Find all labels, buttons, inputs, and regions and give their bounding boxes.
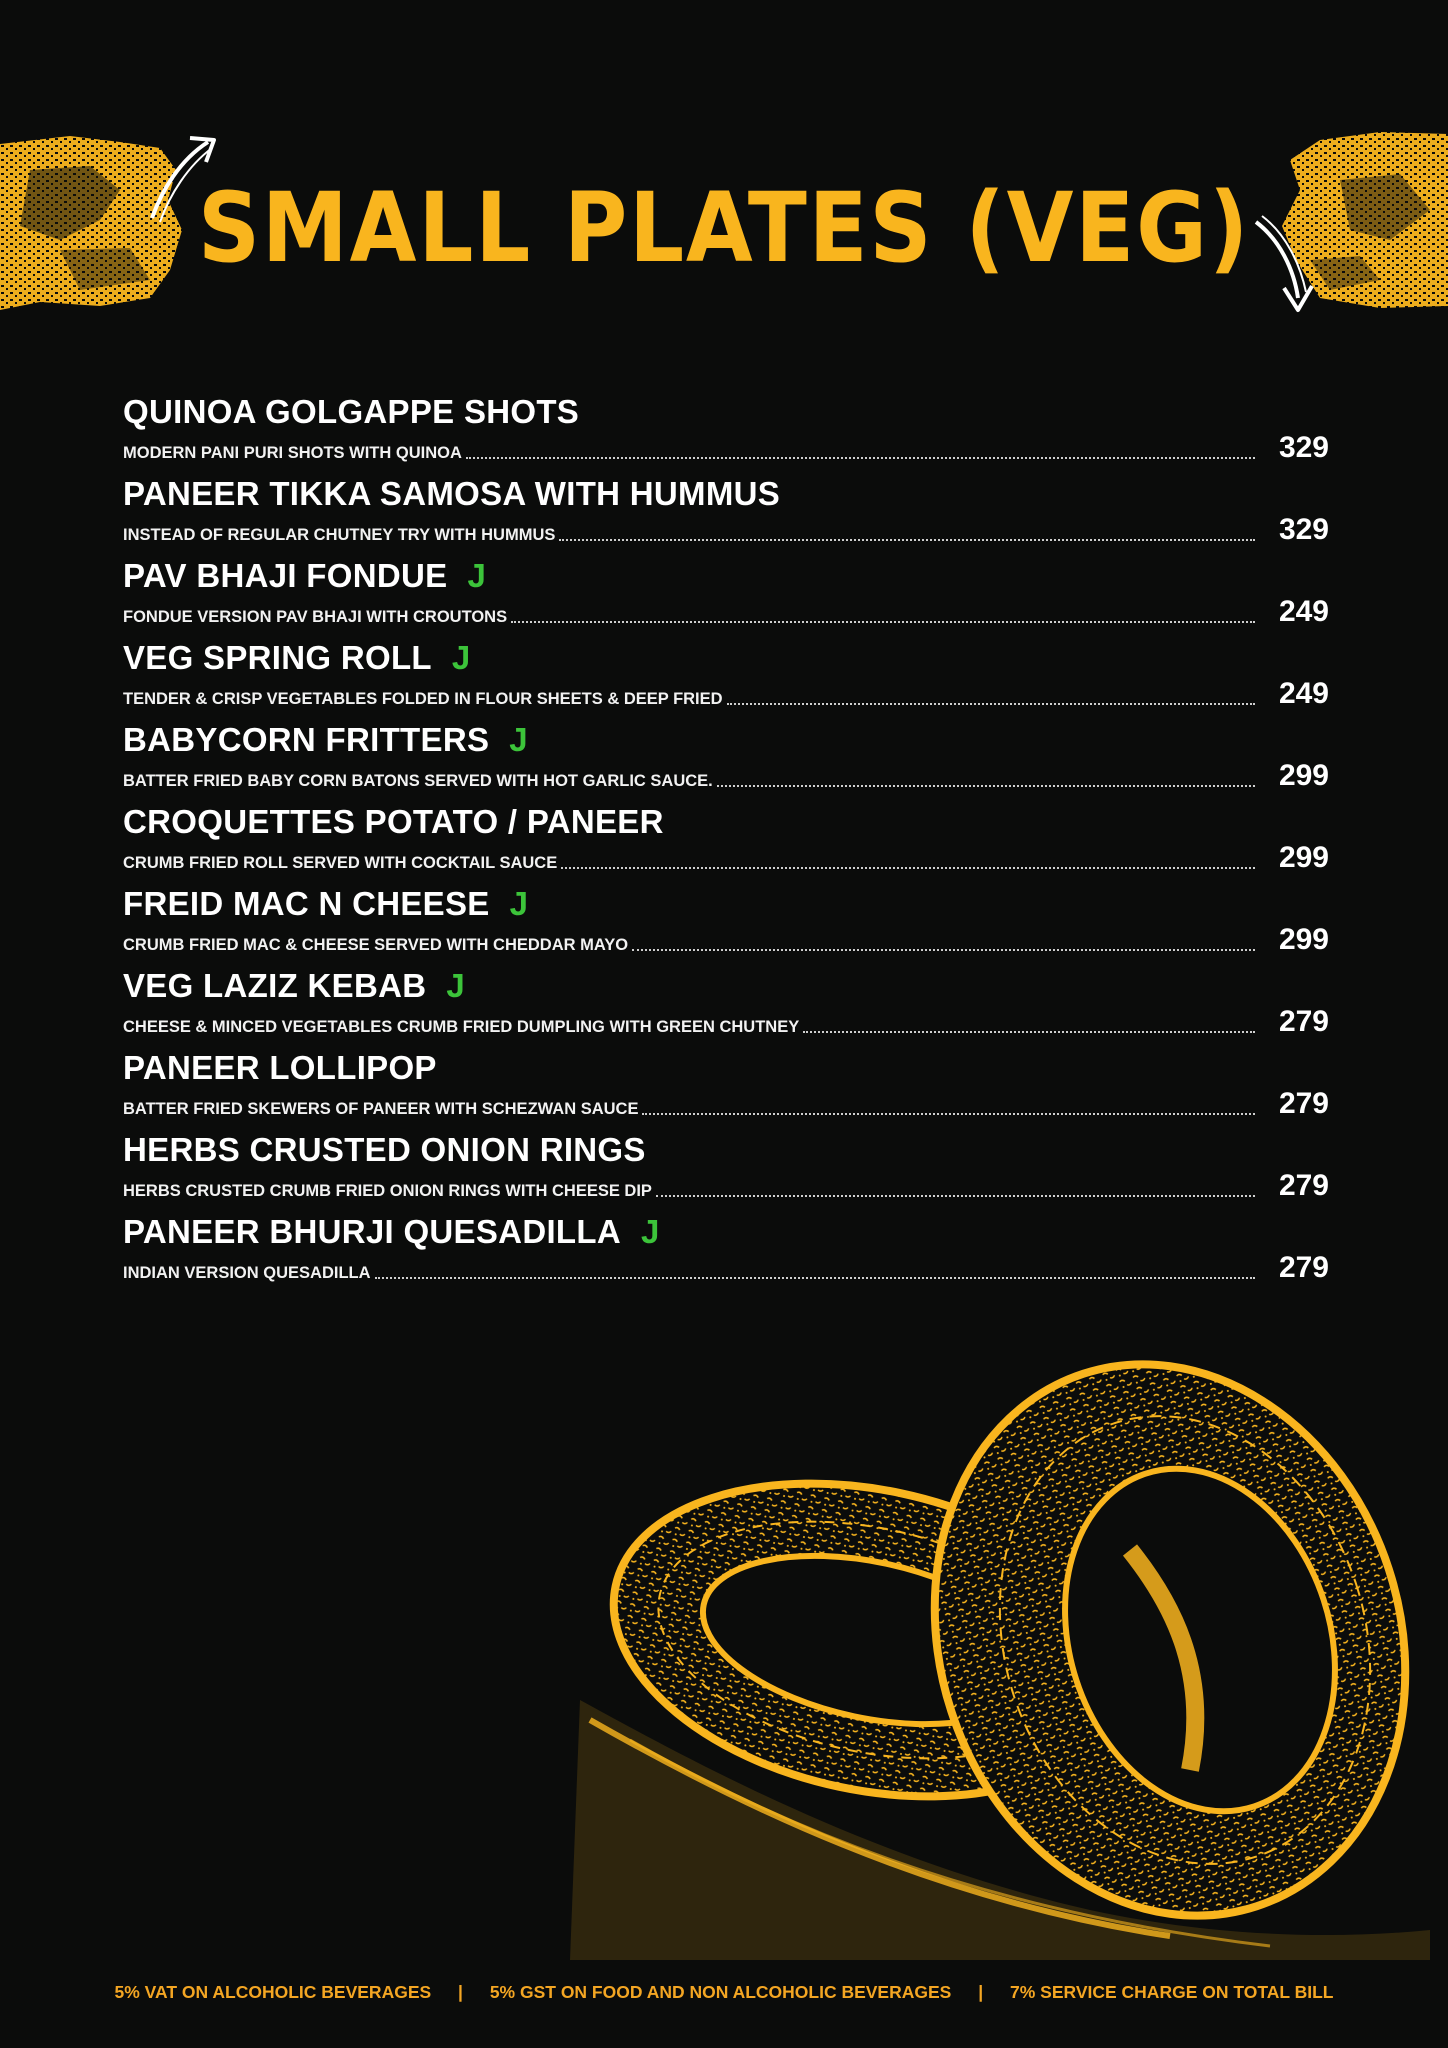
page-title: SMALL PLATES (VEG) bbox=[197, 172, 1251, 284]
item-price: 329 bbox=[1278, 431, 1329, 464]
menu-item bbox=[123, 1213, 1329, 1295]
item-name: PAV BHAJI FONDUE bbox=[123, 557, 448, 594]
menu-item bbox=[123, 475, 1329, 557]
jain-marker: J bbox=[509, 885, 529, 922]
item-description: FONDUE VERSION PAV BHAJI WITH CROUTONS bbox=[123, 608, 508, 626]
item-name: PANEER TIKKA SAMOSA WITH HUMMUS bbox=[123, 475, 781, 512]
menu-item bbox=[123, 639, 1329, 721]
dot-leader bbox=[803, 1030, 1255, 1033]
menu-item bbox=[123, 1049, 1329, 1131]
item-description: HERBS CRUSTED CRUMB FRIED ONION RINGS WITH CHEESE DIP bbox=[123, 1182, 652, 1200]
menu-item bbox=[123, 967, 1329, 1049]
jain-marker: J bbox=[640, 1213, 660, 1250]
item-name: VEG SPRING ROLL bbox=[123, 639, 432, 676]
item-description: BATTER FRIED SKEWERS OF PANEER WITH SCHEZWAN SAUCE bbox=[123, 1100, 639, 1118]
item-price: 249 bbox=[1278, 677, 1329, 710]
vat-note: 5% VAT ON ALCOHOLIC BEVERAGES bbox=[114, 1982, 432, 2002]
item-description: CRUMB FRIED MAC & CHEESE SERVED WITH CHEDDAR MAYO bbox=[123, 936, 629, 954]
item-price: 279 bbox=[1278, 1251, 1329, 1284]
item-description: CHEESE & MINCED VEGETABLES CRUMB FRIED DUMPLING WITH GREEN CHUTNEY bbox=[123, 1018, 800, 1036]
item-description: TENDER & CRISP VEGETABLES FOLDED IN FLOUR SHEETS & DEEP FRIED bbox=[123, 690, 723, 708]
item-description: MODERN PANI PURI SHOTS WITH QUINOA bbox=[123, 444, 462, 462]
item-name: FREID MAC N CHEESE bbox=[123, 885, 490, 922]
dot-leader bbox=[717, 784, 1255, 787]
item-price: 299 bbox=[1278, 923, 1329, 956]
item-name: HERBS CRUSTED ONION RINGS bbox=[123, 1131, 646, 1168]
item-price: 279 bbox=[1278, 1005, 1329, 1038]
item-name: PANEER BHURJI QUESADILLA bbox=[123, 1213, 621, 1250]
dot-leader bbox=[561, 866, 1255, 869]
dot-leader bbox=[559, 538, 1255, 541]
jain-marker: J bbox=[509, 721, 528, 758]
service-charge-note: 7% SERVICE CHARGE ON TOTAL BILL bbox=[1010, 1982, 1334, 2002]
item-price: 299 bbox=[1278, 759, 1329, 792]
separator: | bbox=[458, 1982, 463, 2002]
dot-leader bbox=[656, 1194, 1255, 1197]
jain-marker: J bbox=[451, 639, 471, 676]
item-name: PANEER LOLLIPOP bbox=[123, 1049, 437, 1086]
item-name: CROQUETTES POTATO / PANEER bbox=[123, 803, 664, 840]
menu-item bbox=[123, 1131, 1329, 1213]
item-price: 279 bbox=[1278, 1087, 1329, 1120]
onion-rings-illustration bbox=[570, 1340, 1440, 1960]
item-price: 329 bbox=[1278, 513, 1329, 546]
item-price: 279 bbox=[1278, 1169, 1329, 1202]
menu-item bbox=[123, 557, 1329, 639]
item-price: 299 bbox=[1278, 841, 1329, 874]
footer-notes bbox=[0, 1982, 1448, 2003]
jain-marker: J bbox=[467, 557, 487, 594]
separator: | bbox=[978, 1982, 984, 2002]
dot-leader bbox=[375, 1276, 1255, 1279]
item-description: CRUMB FRIED ROLL SERVED WITH COCKTAIL SAUCE bbox=[123, 854, 558, 872]
menu-item bbox=[123, 803, 1329, 885]
dot-leader bbox=[642, 1112, 1255, 1115]
menu-item bbox=[123, 393, 1329, 475]
item-description: BATTER FRIED BABY CORN BATONS SERVED WITH HOT GARLIC SAUCE. bbox=[123, 772, 713, 790]
menu-list bbox=[123, 393, 1329, 1295]
header-band bbox=[0, 130, 1448, 320]
item-name: QUINOA GOLGAPPE SHOTS bbox=[123, 393, 580, 430]
item-description: INDIAN VERSION QUESADILLA bbox=[123, 1264, 371, 1282]
jain-marker: J bbox=[446, 967, 465, 1004]
gst-note: 5% GST ON FOOD AND NON ALCOHOLIC BEVERAGES bbox=[489, 1982, 952, 2002]
item-description: INSTEAD OF REGULAR CHUTNEY TRY WITH HUMMUS bbox=[123, 526, 556, 544]
item-name: VEG LAZIZ KEBAB bbox=[123, 967, 427, 1004]
dot-leader bbox=[466, 456, 1255, 459]
item-price: 249 bbox=[1278, 595, 1329, 628]
item-name: BABYCORN FRITTERS bbox=[123, 721, 490, 758]
dot-leader bbox=[632, 948, 1255, 951]
dot-leader bbox=[511, 620, 1255, 623]
menu-item bbox=[123, 721, 1329, 803]
menu-item bbox=[123, 885, 1329, 967]
dot-leader bbox=[727, 702, 1255, 705]
